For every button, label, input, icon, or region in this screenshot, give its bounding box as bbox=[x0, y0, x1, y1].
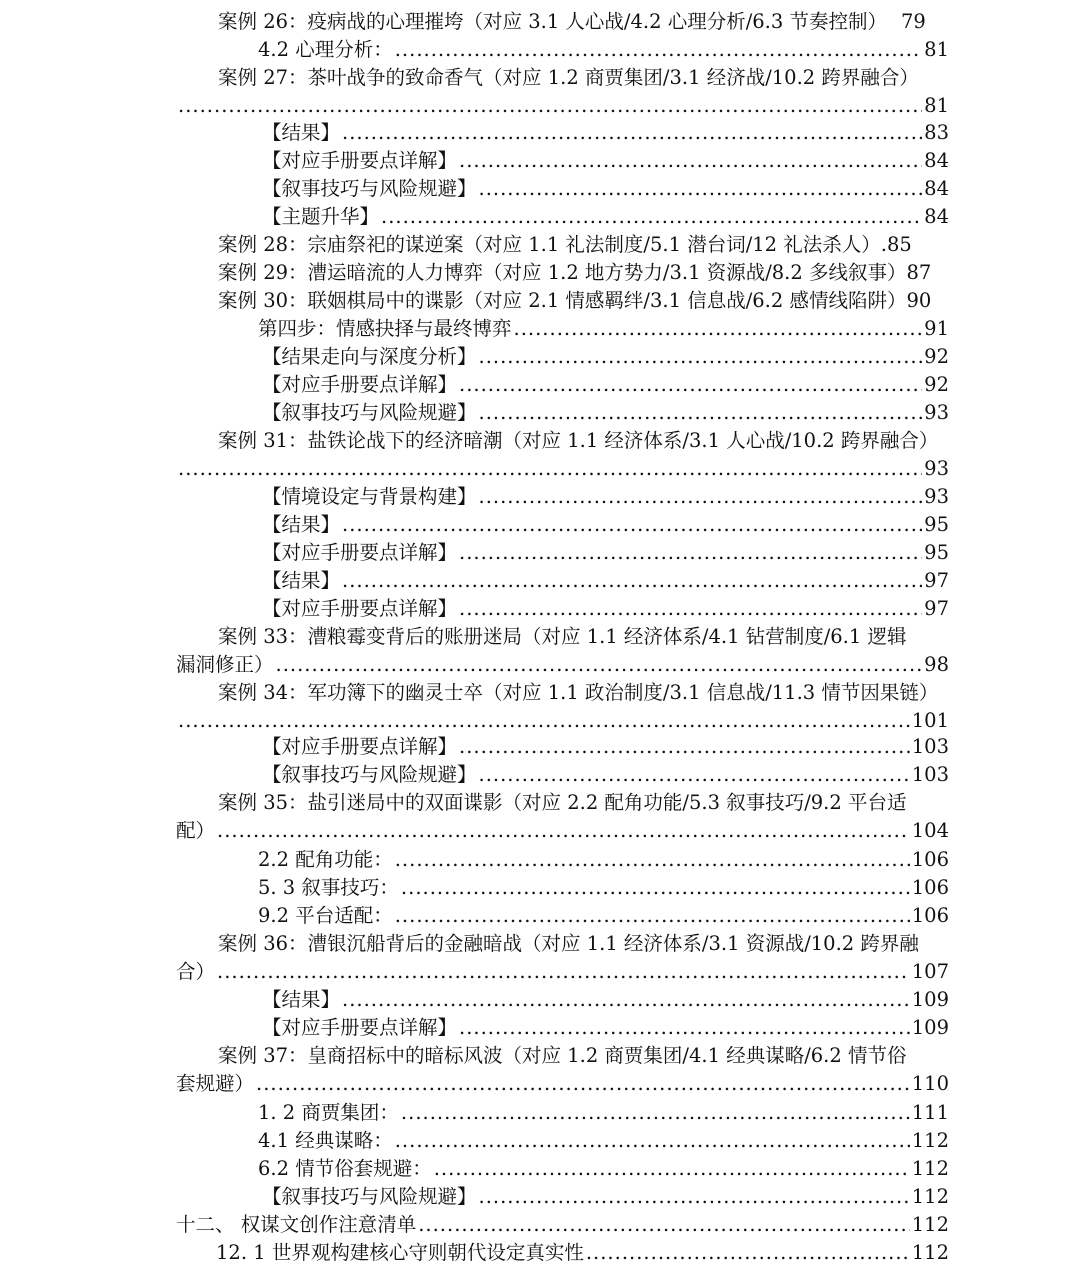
toc-entry[interactable]: 【叙事技巧与风险规避】 ..... 103 bbox=[262, 761, 949, 789]
toc-entry[interactable]: ..... 101 bbox=[176, 707, 949, 735]
toc-entry[interactable]: 【主题升华】 ..... 84 bbox=[262, 203, 949, 231]
toc-entry[interactable]: 【对应手册要点详解】 ..... 92 bbox=[262, 371, 949, 399]
toc-entry[interactable]: 2.2 配角功能： ..... 106 bbox=[258, 846, 949, 874]
toc-entry[interactable]: 【结果走向与深度分析】 ..... 92 bbox=[262, 343, 949, 371]
toc-entry[interactable]: 【结果】 ..... 97 bbox=[262, 567, 949, 595]
toc-entry[interactable]: 【结果】 ..... 95 bbox=[262, 511, 949, 539]
toc-entry[interactable]: 案例 29：漕运暗流的人力博弈（对应 1.2 地方势力/3.1 资源战/8.2 多线叙事） 87 bbox=[218, 261, 932, 284]
toc-entry[interactable]: 4.1 经典谋略： ..... 112 bbox=[258, 1127, 949, 1155]
toc-entry[interactable]: 合） ..... 107 bbox=[176, 958, 949, 986]
toc-entry[interactable]: 4.2 心理分析： ..... 81 bbox=[258, 36, 949, 64]
toc-entry[interactable]: 套规避） ..... 110 bbox=[176, 1070, 949, 1098]
toc-entry[interactable]: 【叙事技巧与风险规避】 ..... 112 bbox=[262, 1183, 949, 1211]
toc-entry[interactable]: 【对应手册要点详解】 ..... 97 bbox=[262, 595, 949, 623]
toc-entry[interactable]: 【对应手册要点详解】 ..... 109 bbox=[262, 1014, 949, 1042]
toc-entry[interactable]: 12. 1 世界观构建核心守则朝代设定真实性 ..... 112 bbox=[216, 1239, 949, 1267]
toc-entry[interactable]: 【对应手册要点详解】 ..... 103 bbox=[262, 733, 949, 761]
toc-entry[interactable]: 【结果】 ..... 83 bbox=[262, 119, 949, 147]
toc-entry[interactable]: 1. 2 商贾集团： ..... 111 bbox=[258, 1099, 949, 1127]
toc-entry[interactable]: 案例 35：盐引迷局中的双面谍影（对应 2.2 配角功能/5.3 叙事技巧/9.2 平台适 bbox=[218, 791, 907, 814]
toc-entry[interactable]: 5. 3 叙事技巧： ..... 106 bbox=[258, 874, 949, 902]
toc-entry[interactable]: 案例 37：皇商招标中的暗标风波（对应 1.2 商贾集团/4.1 经典谋略/6.2 情节俗 bbox=[218, 1044, 907, 1067]
toc-entry[interactable]: 案例 31：盐铁论战下的经济暗潮（对应 1.1 经济体系/3.1 人心战/10.2 跨界融合） bbox=[218, 429, 939, 452]
toc-entry[interactable]: 漏洞修正） ..... 98 bbox=[176, 651, 949, 679]
toc-entry[interactable]: 第四步：情感抉择与最终博弈 ..... 91 bbox=[258, 315, 949, 343]
toc-entry[interactable]: 【叙事技巧与风险规避】 ..... 84 bbox=[262, 175, 949, 203]
toc-entry[interactable]: 9.2 平台适配： ..... 106 bbox=[258, 902, 949, 930]
toc-entry[interactable]: 【对应手册要点详解】 ..... 84 bbox=[262, 147, 949, 175]
toc-entry[interactable]: 案例 34：军功簿下的幽灵士卒（对应 1.1 政治制度/3.1 信息战/11.3 情节因果链） bbox=[218, 681, 939, 704]
toc-entry[interactable]: 配） ..... 104 bbox=[176, 817, 949, 845]
toc-entry[interactable]: 案例 36：漕银沉船背后的金融暗战（对应 1.1 经济体系/3.1 资源战/10.2 跨界融 bbox=[218, 932, 919, 955]
toc-entry[interactable]: 【情境设定与背景构建】 ..... 93 bbox=[262, 483, 949, 511]
toc-entry[interactable]: 【对应手册要点详解】 ..... 95 bbox=[262, 539, 949, 567]
toc-entry[interactable]: 案例 27：茶叶战争的致命香气（对应 1.2 商贾集团/3.1 经济战/10.2 跨界融合） bbox=[218, 66, 919, 89]
toc-entry[interactable]: 【叙事技巧与风险规避】 ..... 93 bbox=[262, 399, 949, 427]
toc-entry[interactable]: 6.2 情节俗套规避： ..... 112 bbox=[258, 1155, 949, 1183]
toc-entry[interactable]: ..... 81 bbox=[176, 92, 949, 120]
toc-entry[interactable]: 十二、 权谋文创作注意清单 ..... 112 bbox=[176, 1211, 949, 1239]
toc-entry[interactable]: 案例 26：疫病战的心理摧垮（对应 3.1 人心战/4.2 心理分析/6.3 节奏控制） 79 bbox=[218, 10, 926, 33]
toc-entry[interactable]: 案例 28：宗庙祭祀的谋逆案（对应 1.1 礼法制度/5.1 潜台词/12 礼法杀人）. 85 bbox=[218, 233, 912, 256]
toc-entry[interactable]: 【结果】 ..... 109 bbox=[262, 986, 949, 1014]
toc-entry[interactable]: 案例 30：联姻棋局中的谍影（对应 2.1 情感羁绊/3.1 信息战/6.2 感情线陷阱） 90 bbox=[218, 289, 932, 312]
toc-entry[interactable]: 案例 33：漕粮霉变背后的账册迷局（对应 1.1 经济体系/4.1 钻营制度/6.1 逻辑 bbox=[218, 625, 907, 648]
toc-entry[interactable]: ..... 93 bbox=[176, 455, 949, 483]
